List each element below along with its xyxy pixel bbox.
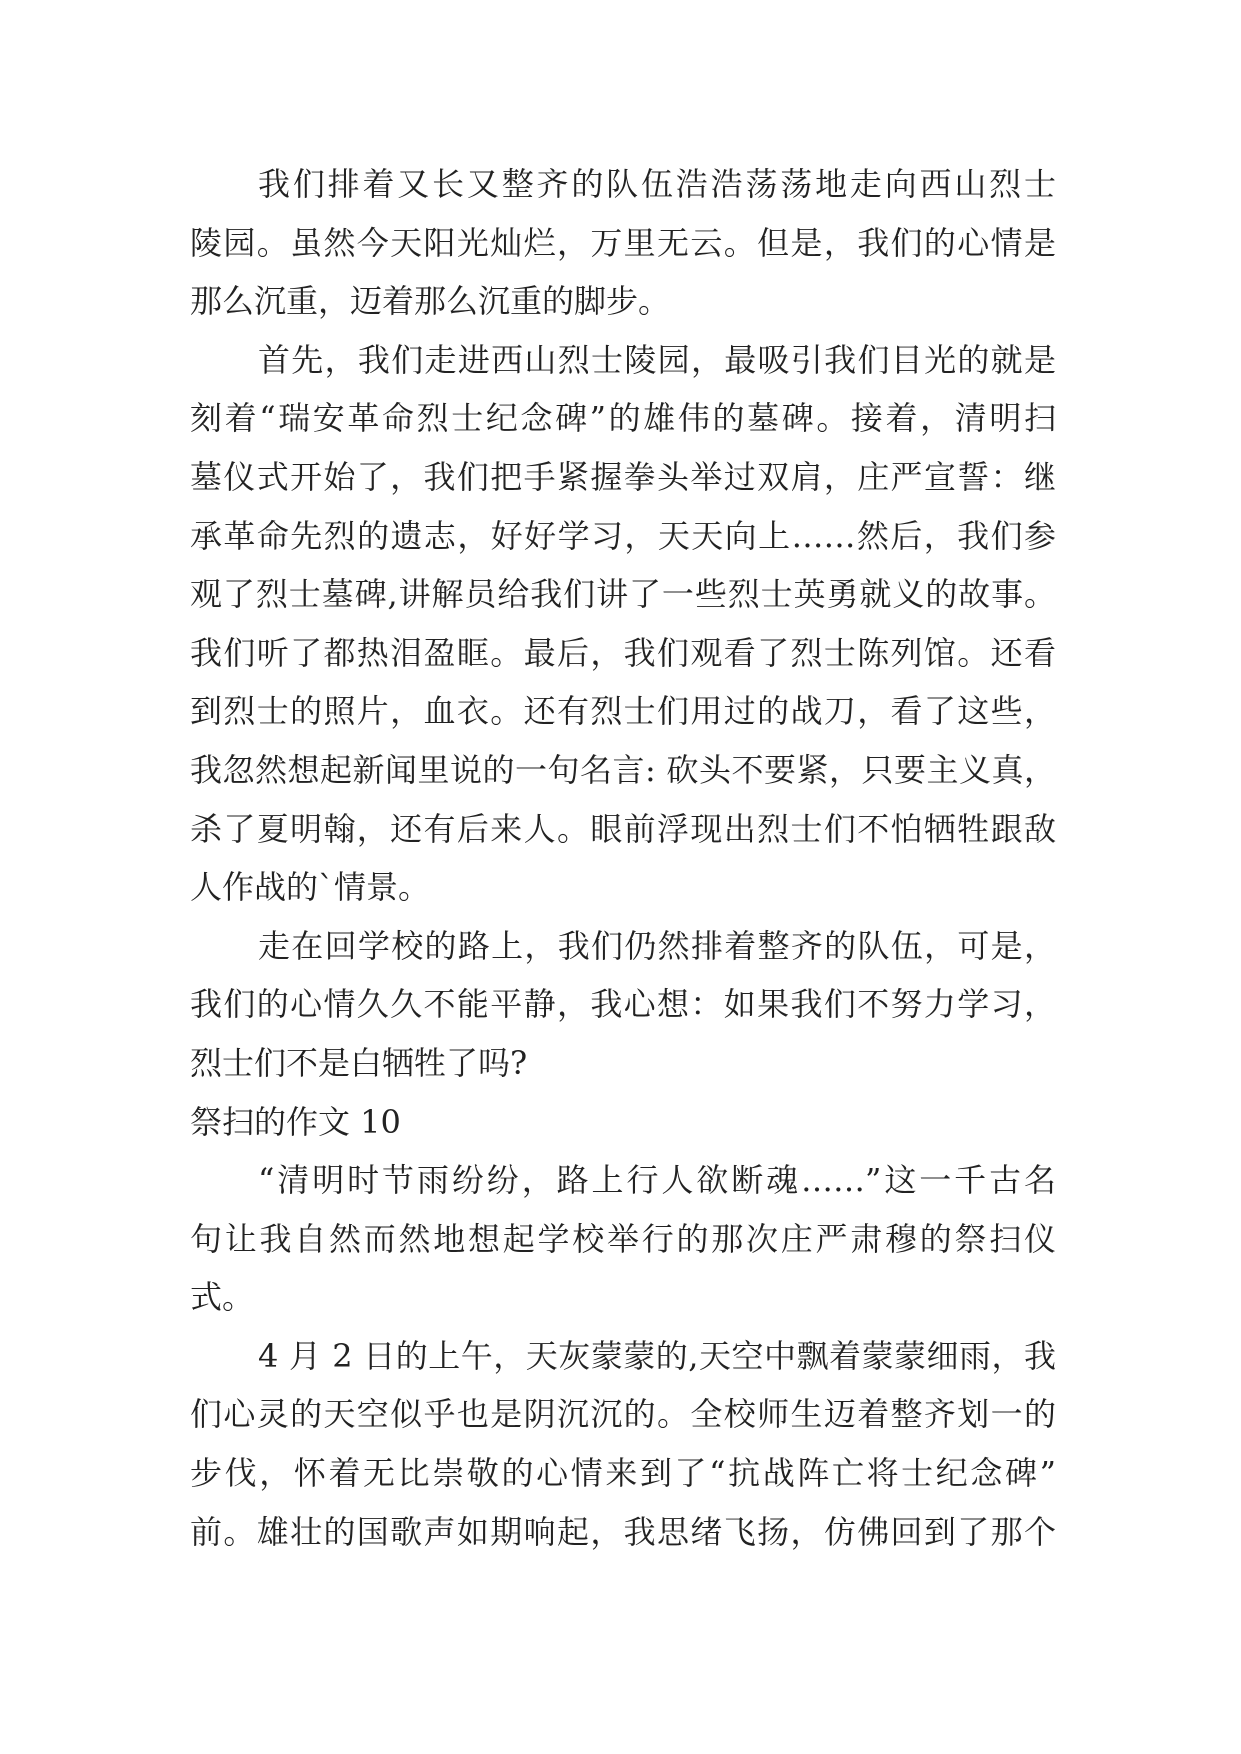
- paragraph: [190, 331, 1056, 917]
- text-line: 们心灵的天空似乎也是阴沉沉的。全校师生迈着整齐划一的: [190, 1395, 1056, 1434]
- text-line: 杀了夏明翰，还有后来人。眼前浮现出烈士们不怕牺牲跟敌: [190, 809, 1056, 848]
- text-line: 走在回学校的路上，我们仍然排着整齐的队伍，可是，: [258, 926, 1056, 965]
- text-line: 句让我自然而然地想起学校举行的那次庄严肃穆的祭扫仪: [190, 1219, 1056, 1258]
- paragraph: [190, 917, 1056, 1093]
- paragraph: [190, 1151, 1056, 1327]
- text-line: 我们的心情久久不能平静，我心想：如果我们不努力学习，: [190, 985, 1056, 1024]
- text-line: 观了烈士墓碑,讲解员给我们讲了一些烈士英勇就义的故事。: [190, 575, 1056, 614]
- text-line: 步伐，怀着无比崇敬的心情来到了“抗战阵亡将士纪念碑”: [190, 1454, 1056, 1493]
- section-heading: 祭扫的作文 10: [190, 1102, 401, 1141]
- document-body: [190, 155, 1056, 1561]
- text-line: 我忽然想起新闻里说的一句名言: 砍头不要紧，只要主义真，: [190, 750, 1056, 789]
- paragraph: [190, 1327, 1056, 1561]
- text-line: 人作战的`情景。: [190, 868, 431, 907]
- text-line: 式。: [190, 1278, 255, 1317]
- text-line: 那么沉重，迈着那么沉重的脚步。: [190, 282, 671, 321]
- text-line: 首先，我们走进西山烈士陵园，最吸引我们目光的就是: [258, 340, 1056, 379]
- paragraph: [190, 155, 1056, 331]
- text-line: 承革命先烈的遗志，好好学习，天天向上……然后，我们参: [190, 516, 1056, 555]
- text-line: 我们听了都热泪盈眶。最后，我们观看了烈士陈列馆。还看: [190, 633, 1056, 672]
- text-line: 到烈士的照片，血衣。还有烈士们用过的战刀，看了这些，: [190, 692, 1056, 731]
- text-line: 4 月 2 日的上午，天灰蒙蒙的,天空中飘着蒙蒙细雨，我: [258, 1336, 1056, 1375]
- text-line: 墓仪式开始了，我们把手紧握拳头举过双肩，庄严宣誓：继: [190, 457, 1056, 496]
- text-line: 前。雄壮的国歌声如期响起，我思绪飞扬，仿佛回到了那个: [190, 1512, 1056, 1551]
- text-line: 烈士们不是白牺牲了吗?: [190, 1043, 528, 1082]
- text-line: 我们排着又长又整齐的队伍浩浩荡荡地走向西山烈士: [258, 165, 1056, 203]
- text-line: 刻着“瑞安革命烈士纪念碑”的雄伟的墓碑。接着，清明扫: [190, 399, 1056, 438]
- text-line: 陵园。虽然今天阳光灿烂，万里无云。但是，我们的心情是: [190, 223, 1056, 262]
- text-line: “清明时节雨纷纷，路上行人欲断魂……”这一千古名: [258, 1161, 1056, 1200]
